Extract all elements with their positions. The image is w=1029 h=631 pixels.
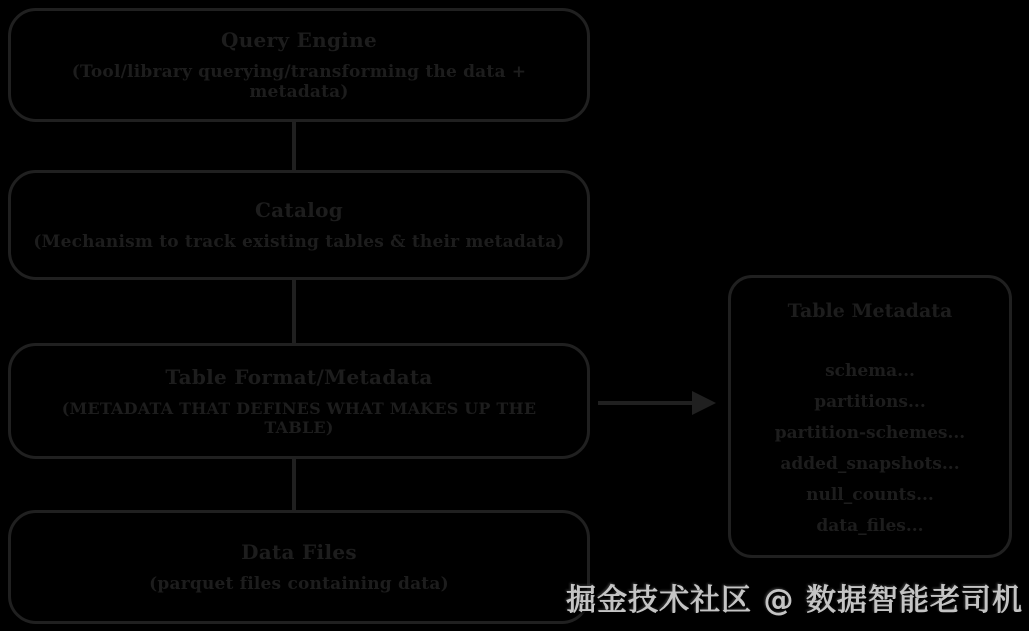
arrow-right-icon [692, 391, 716, 415]
metadata-item-data-files: data_files... [816, 516, 924, 536]
query-engine-subtitle: (Tool/library querying/transforming the data + metadata) [71, 62, 527, 102]
table-metadata-panel [728, 275, 1012, 558]
flow-box-table-format [8, 343, 590, 459]
flow-box-catalog [8, 170, 590, 280]
arrow-line [598, 401, 694, 405]
flow-box-data-files [8, 510, 590, 624]
catalog-title: Catalog [254, 198, 344, 222]
catalog-subtitle: (Mechanism to track existing tables & their metadata) [33, 232, 565, 252]
table-metadata-title: Table Metadata [787, 300, 953, 322]
watermark-text: 掘金技术社区 @ 数据智能老司机 [566, 583, 1023, 618]
connector-format-to-data [292, 459, 296, 510]
table-format-title: Table Format/Metadata [165, 365, 433, 389]
metadata-item-added-snapshots: added_snapshots... [780, 454, 960, 474]
metadata-item-partitions: partitions... [814, 392, 926, 412]
connector-query-to-catalog [292, 122, 296, 170]
table-format-subtitle: (METADATA THAT DEFINES WHAT MAKES UP THE TABLE) [61, 399, 537, 437]
metadata-item-partition-schemes: partition-schemes... [774, 423, 966, 443]
table-metadata-list [731, 356, 1009, 542]
metadata-item-schema: schema... [825, 361, 915, 381]
metadata-item-null-counts: null_counts... [806, 485, 934, 505]
data-files-subtitle: (parquet files containing data) [149, 574, 449, 594]
query-engine-title: Query Engine [220, 28, 378, 52]
data-files-title: Data Files [241, 540, 357, 564]
connector-catalog-to-format [292, 280, 296, 343]
flow-box-query-engine [8, 8, 590, 122]
